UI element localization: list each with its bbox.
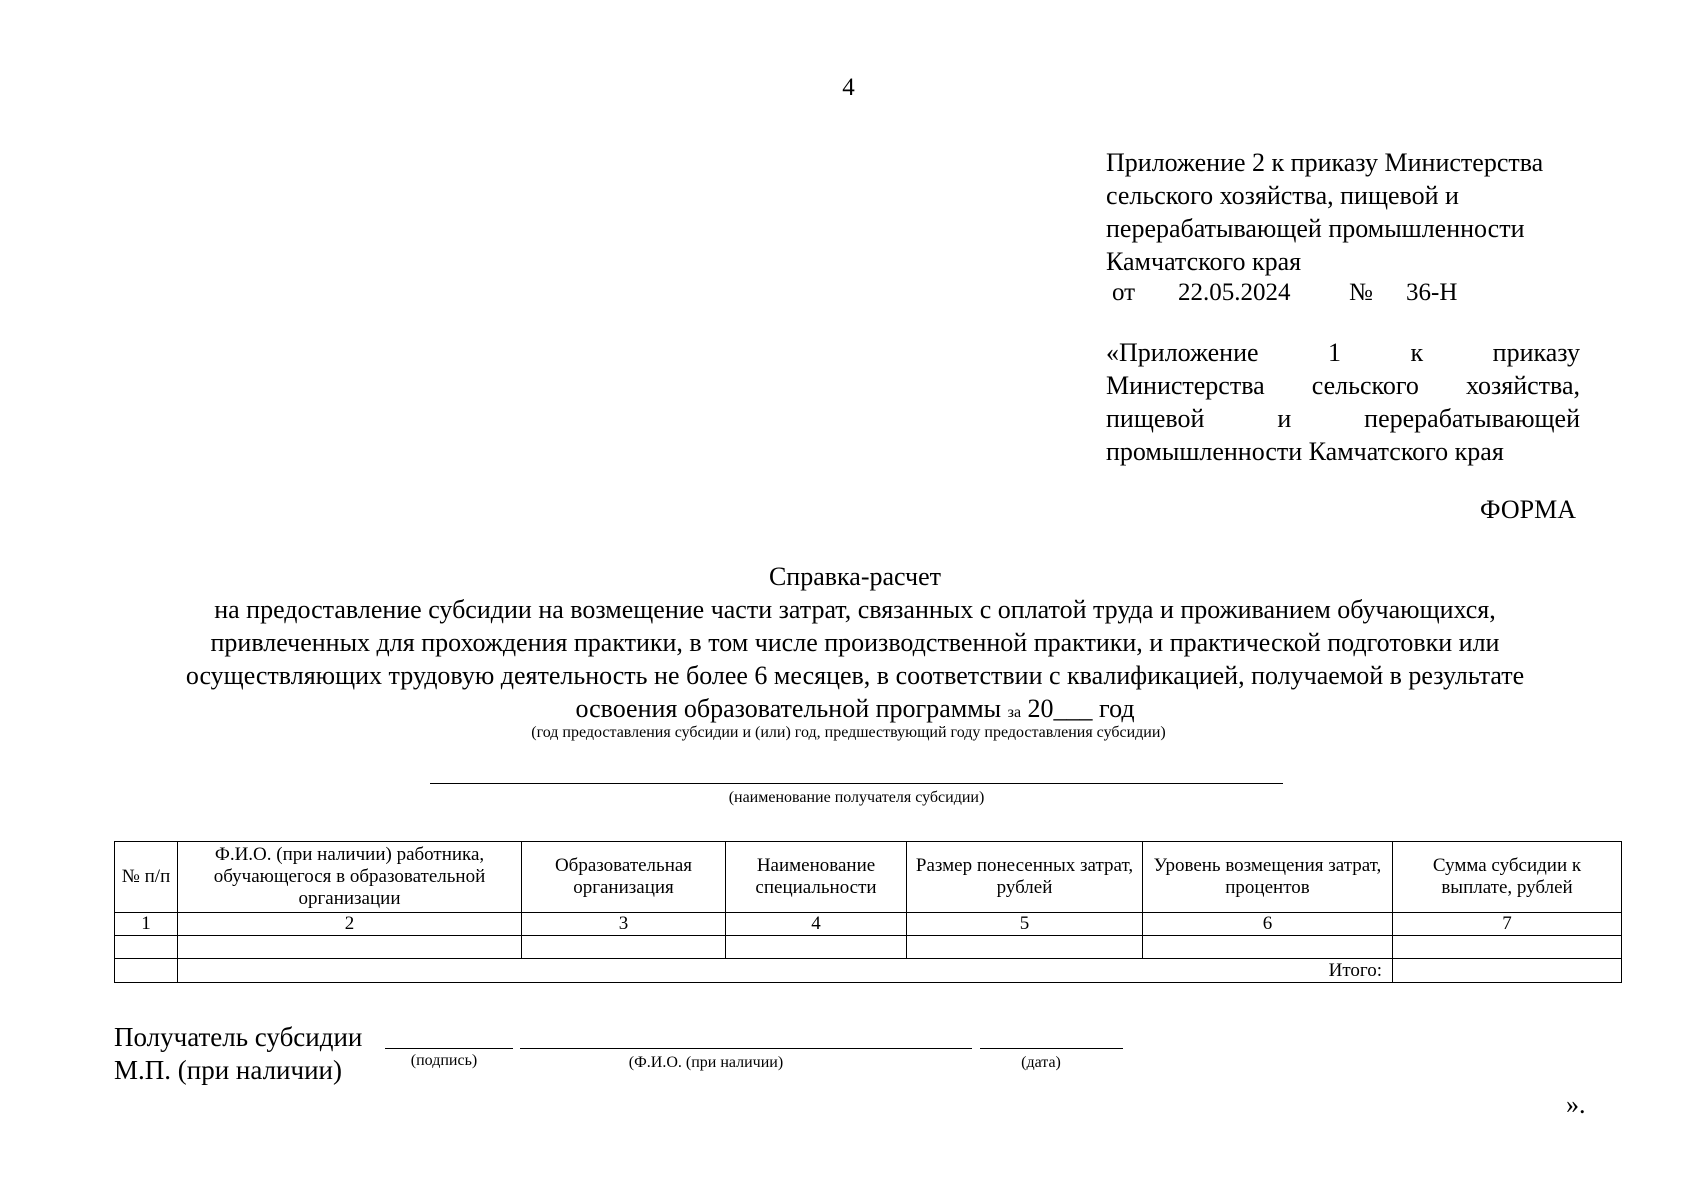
table-cell	[115, 959, 178, 983]
column-number: 1	[115, 913, 178, 936]
column-number: 2	[178, 913, 522, 936]
table-header: № п/п	[115, 842, 178, 913]
title-line: на предоставление субсидии на возмещение части затрат, связанных с оплатой труда и проживанием обучающихся,	[214, 595, 1496, 624]
date-line	[980, 1048, 1123, 1049]
page-number: 4	[842, 74, 855, 101]
table-cell	[726, 936, 907, 959]
column-number: 4	[726, 913, 907, 936]
column-number: 6	[1143, 913, 1393, 936]
table-total-row	[115, 959, 1622, 983]
title-line-4-za: за	[1007, 704, 1022, 721]
recipient-signature-label: Получатель субсидии	[114, 1022, 363, 1052]
column-number: 3	[522, 913, 726, 936]
title-line: осуществляющих трудовую деятельность не более 6 месяцев, в соответствии с квалификацией, получаемой в результате	[185, 661, 1525, 690]
year-caption: (год предоставления субсидии и (или) год, предшествующий году предоставления субсидии)	[531, 724, 1166, 741]
signature-caption: (подпись)	[410, 1052, 478, 1069]
table-row	[115, 936, 1622, 959]
fio-line	[520, 1048, 972, 1049]
date-prefix: от	[1112, 279, 1136, 306]
table-header: Уровень возмещения затрат, процентов	[1143, 842, 1393, 913]
table-header: Размер понесенных затрат, рублей	[907, 842, 1143, 913]
fio-caption: (Ф.И.О. (при наличии)	[628, 1054, 784, 1071]
table-header-row	[115, 842, 1622, 913]
title-line-4-start: освоения образовательной программы	[575, 694, 1002, 723]
calculation-table	[114, 841, 1622, 983]
stamp-label: М.П. (при наличии)	[114, 1055, 342, 1085]
recipient-name-line	[430, 783, 1283, 784]
table-cell	[907, 936, 1143, 959]
table-header: Наименование специальности	[726, 842, 907, 913]
approval-line: Камчатского края	[1106, 247, 1302, 276]
column-number: 5	[907, 913, 1143, 936]
form-label: ФОРМА	[1480, 495, 1576, 524]
title-line: привлеченных для прохождения практики, в том числе производственной практики, и практической подготовки или	[210, 628, 1500, 657]
table-header: Ф.И.О. (при наличии) работника, обучающегося в образовательной организации	[178, 842, 522, 913]
appendix-reference	[1106, 336, 1580, 468]
table-cell	[1143, 936, 1393, 959]
closing-quote: ».	[1566, 1090, 1586, 1119]
number-sign: №	[1349, 279, 1373, 306]
appendix-line: «Приложение 1 к приказу	[1106, 338, 1580, 367]
recipient-caption: (наименование получателя субсидии)	[728, 789, 985, 806]
approval-block	[1106, 146, 1586, 278]
column-number: 7	[1393, 913, 1622, 936]
approval-date: 22.05.2024	[1178, 279, 1291, 306]
approval-number: 36-Н	[1406, 279, 1458, 306]
table-number-row	[115, 913, 1622, 936]
table-header: Образовательная организация	[522, 842, 726, 913]
approval-line: сельского хозяйства, пищевой и	[1106, 181, 1459, 210]
title-year: 20___ год	[1027, 694, 1135, 723]
appendix-line: пищевой и перерабатывающей	[1106, 404, 1580, 433]
table-cell	[178, 936, 522, 959]
total-label: Итого:	[178, 959, 1393, 983]
total-value-cell	[1393, 959, 1622, 983]
appendix-line: промышленности Камчатского края	[1106, 437, 1504, 466]
table-header: Сумма субсидии к выплате, рублей	[1393, 842, 1622, 913]
approval-line: Приложение 2 к приказу Министерства	[1106, 148, 1544, 177]
signature-line	[385, 1048, 513, 1049]
title-heading: Справка-расчет	[768, 562, 942, 591]
appendix-line: Министерства сельского хозяйства,	[1106, 371, 1580, 400]
table-cell	[1393, 936, 1622, 959]
approval-line: перерабатывающей промышленности	[1106, 214, 1525, 243]
document-title	[60, 560, 1650, 729]
table-cell	[522, 936, 726, 959]
table-cell	[115, 936, 178, 959]
date-caption: (дата)	[1021, 1054, 1061, 1071]
